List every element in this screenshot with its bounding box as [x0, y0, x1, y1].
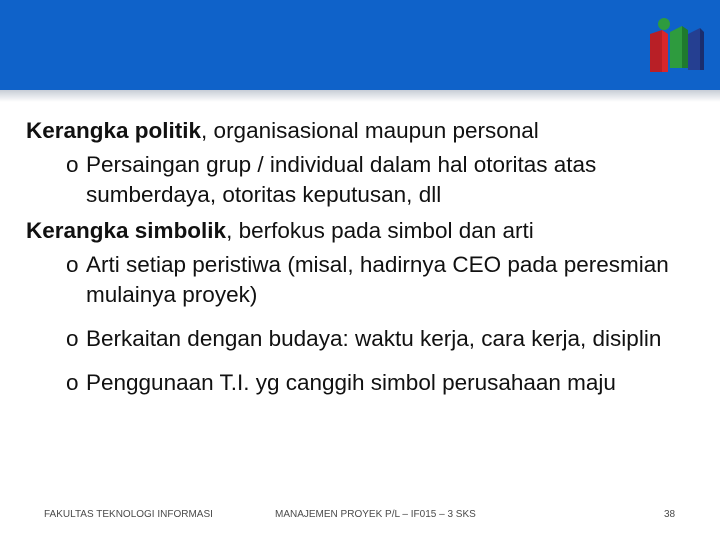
slide-body: [26, 116, 706, 404]
footer-course: MANAJEMEN PROYEK P/L – IF015 – 3 SKS: [275, 509, 476, 520]
bullet-item: [26, 150, 706, 210]
bullet-text: Persaingan grup / individual dalam hal otoritas atas sumberdaya, otoritas keputusan, dll: [86, 152, 597, 207]
simbolik-heading: [26, 216, 706, 246]
bullet-marker: o: [66, 152, 79, 177]
simbolik-term: Kerangka simbolik: [26, 218, 227, 243]
politik-term: Kerangka politik: [26, 118, 202, 143]
bullet-text: Penggunaan T.I. yg canggih simbol perusahaan maju: [86, 370, 616, 395]
politik-description: , organisasional maupun personal: [201, 118, 539, 143]
politik-heading: [26, 116, 706, 146]
fti-logo-icon: [644, 16, 706, 76]
bullet-item: [26, 368, 706, 398]
simbolik-description: , berfokus pada simbol dan arti: [226, 218, 534, 243]
page-number: 38: [664, 509, 676, 520]
bullet-item: [26, 324, 706, 354]
footer-faculty: FAKULTAS TEKNOLOGI INFORMASI: [44, 509, 213, 520]
bullet-text: Arti setiap peristiwa (misal, hadirnya CEO pada peresmian mulainya proyek): [86, 252, 669, 307]
bullet-marker: o: [66, 252, 79, 277]
bullet-marker: o: [66, 370, 79, 395]
header-band: [0, 0, 720, 90]
bullet-text: Berkaitan dengan budaya: waktu kerja, cara kerja, disiplin: [86, 326, 662, 351]
header-divider: [0, 90, 720, 102]
bullet-marker: o: [66, 326, 79, 351]
bullet-item: [26, 250, 706, 310]
